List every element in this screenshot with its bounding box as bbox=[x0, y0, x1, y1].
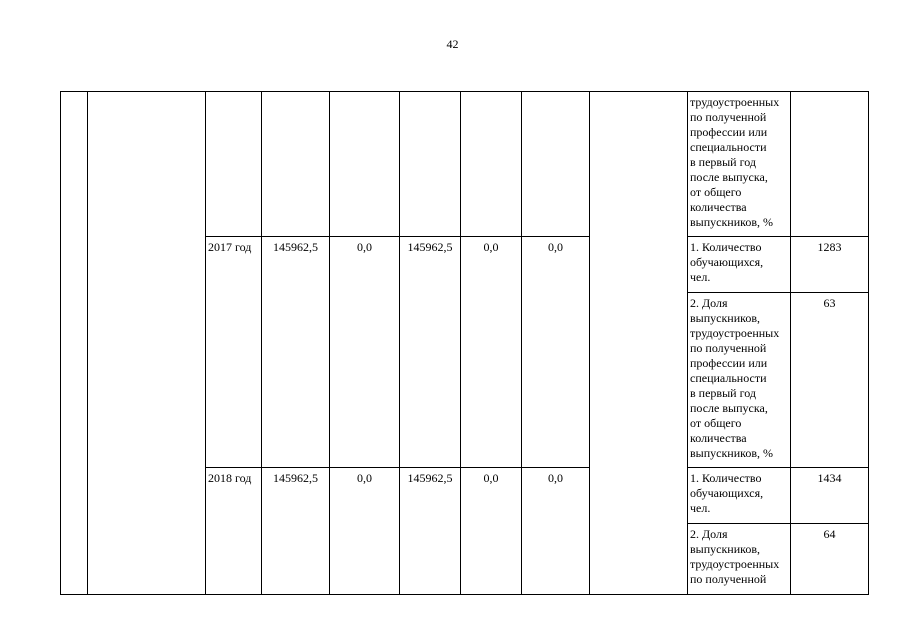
value-cell: 145962,5 bbox=[400, 468, 461, 595]
value-cell: 145962,5 bbox=[262, 237, 330, 468]
value-cell: 0,0 bbox=[522, 237, 590, 468]
year-cell bbox=[206, 92, 262, 237]
table-row bbox=[61, 92, 869, 237]
value-cell: 0,0 bbox=[461, 237, 522, 468]
value-cell: 145962,5 bbox=[262, 468, 330, 595]
value-cell: 0,0 bbox=[461, 468, 522, 595]
indicator-value-cell: 63 bbox=[791, 293, 869, 468]
value-cell: 145962,5 bbox=[400, 237, 461, 468]
indicator-cell bbox=[688, 92, 791, 237]
year-cell: 2018 год bbox=[206, 468, 262, 595]
indicator-value-cell: 1283 bbox=[791, 237, 869, 293]
indicator-cell bbox=[688, 468, 791, 524]
indicator-text: 2. Доля выпускников, трудоустроенных по полученной профессии или специальности в первый год после выпуска, от общего количества выпускников, % bbox=[690, 296, 780, 460]
value-cell bbox=[522, 92, 590, 237]
indicator-value-cell: 1434 bbox=[791, 468, 869, 524]
indicator-value-cell: 64 bbox=[791, 524, 869, 595]
indicator-cell bbox=[688, 237, 791, 293]
indicator-text: 1. Количество обучающихся, чел. bbox=[690, 240, 764, 284]
value-cell: 0,0 bbox=[330, 468, 400, 595]
number-cell bbox=[61, 92, 88, 595]
year-cell: 2017 год bbox=[206, 237, 262, 468]
page-number: 42 bbox=[446, 37, 459, 51]
indicator-cell bbox=[688, 293, 791, 468]
value-cell: 0,0 bbox=[330, 237, 400, 468]
name-cell bbox=[88, 92, 206, 595]
indicator-text: 2. Доля выпускников, трудоустроенных по полученной bbox=[690, 527, 780, 586]
value-cell bbox=[461, 92, 522, 237]
budget-table bbox=[60, 91, 869, 595]
indicator-value-cell bbox=[791, 92, 869, 237]
empty-cell bbox=[590, 92, 688, 595]
indicator-cell bbox=[688, 524, 791, 595]
value-cell bbox=[262, 92, 330, 237]
indicator-text: трудоустроенных по полученной профессии или специальности в первый год после выпуска, от общего количества выпускников, % bbox=[690, 95, 780, 229]
value-cell bbox=[330, 92, 400, 237]
indicator-text: 1. Количество обучающихся, чел. bbox=[690, 471, 764, 515]
value-cell: 0,0 bbox=[522, 468, 590, 595]
value-cell bbox=[400, 92, 461, 237]
